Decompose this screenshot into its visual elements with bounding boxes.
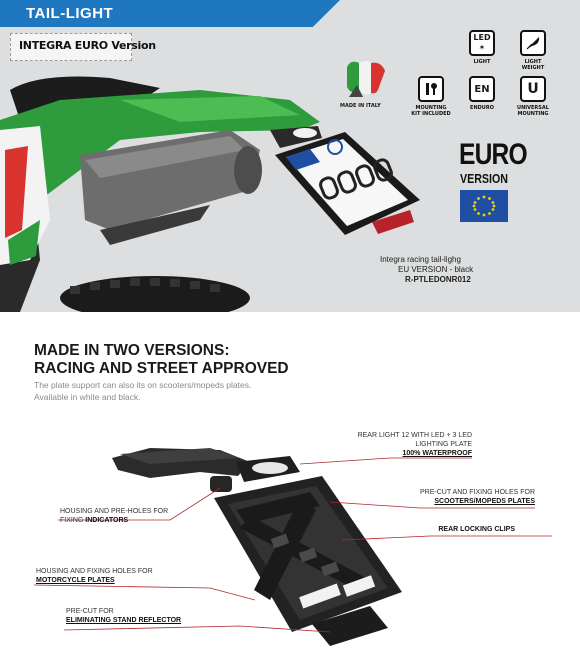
eu-flag-icon [460,190,508,222]
product-name: Integra racing tail-lighg [380,255,461,264]
callout-text: FIXING [60,517,86,524]
led-icon-text: LED [473,33,491,42]
section-subtext [34,379,284,403]
subtext-line-2: Available in white and black. [34,392,141,402]
enduro-icon-text: EN [474,83,490,95]
callout-motorcycle-plates [36,567,196,585]
product-diagram [0,420,580,664]
enduro-icon [469,76,495,102]
euro-title: EURO [459,138,527,171]
hero-panel [0,0,580,312]
product-version: EU VERSION - black [398,265,474,274]
feature-label: ENDURO [470,105,494,111]
feature-label: MOUNTING KIT INCLUDED [411,105,451,117]
headline-line-2: RACING AND STREET APPROVED [34,360,289,377]
callout-scooter-plates [400,488,535,506]
callout-stand-reflector [66,607,236,625]
plate-holder-illustration [0,420,580,664]
callout-emphasis: 100% WATERPROOF [402,450,472,457]
universal-icon-text: U [527,81,539,97]
callout-text: PRE-CUT FOR [66,608,114,615]
headline-line-1: MADE IN TWO VERSIONS: [34,342,230,359]
callout-emphasis: INDICATORS [85,517,129,524]
callout-rear-light [352,431,472,458]
feature-label: LIGHT [473,59,491,65]
callout-emphasis: REAR LOCKING CLIPS [438,526,515,533]
callout-emphasis: ELIMINATING STAND REFLECTOR [66,617,182,624]
made-in-italy-label: MADE IN ITALY [340,103,381,109]
callout-indicator-housing [60,507,190,525]
feature-enduro [466,76,498,111]
subtext-line-1: The plate support can also its on scooters/mopeds plates. [34,380,252,390]
callout-text: PRE-CUT AND FIXING HOLES FOR [420,489,535,496]
callout-text: HOUSING AND FIXING HOLES FOR [36,568,153,575]
made-in-italy-icon [341,57,389,101]
product-code: R-PTLEDONR012 [405,275,471,284]
feature-mounting-kit [411,76,451,117]
feature-label: LIGHT WEIGHT [521,59,545,71]
callout-text: LIGHTING PLATE [415,441,472,448]
callout-text: HOUSING AND PRE-HOLES FOR [60,508,169,515]
page-title: TAIL-LIGHT [26,5,114,22]
universal-icon [520,76,546,102]
product-caption [380,255,520,285]
euro-subtitle: VERSION [460,171,508,186]
feature-label: UNIVERSAL MOUNTING [517,105,549,117]
led-light-icon: LED ✶ [469,30,495,56]
callout-emphasis: MOTORCYCLE PLATES [36,577,115,584]
callout-emphasis: SCOOTERS/MOPEDS PLATES [434,498,535,505]
callout-text: REAR LIGHT 12 WITH LED + 3 LED [357,432,472,439]
section-headline [34,342,289,378]
mounting-kit-icon [418,76,444,102]
version-label: INTEGRA EURO Version [19,39,156,52]
feature-universal-mounting [515,76,551,117]
feature-led-light [466,30,498,65]
feature-light-weight [515,30,551,71]
callout-rear-clips [405,525,515,534]
feather-icon [520,30,546,56]
